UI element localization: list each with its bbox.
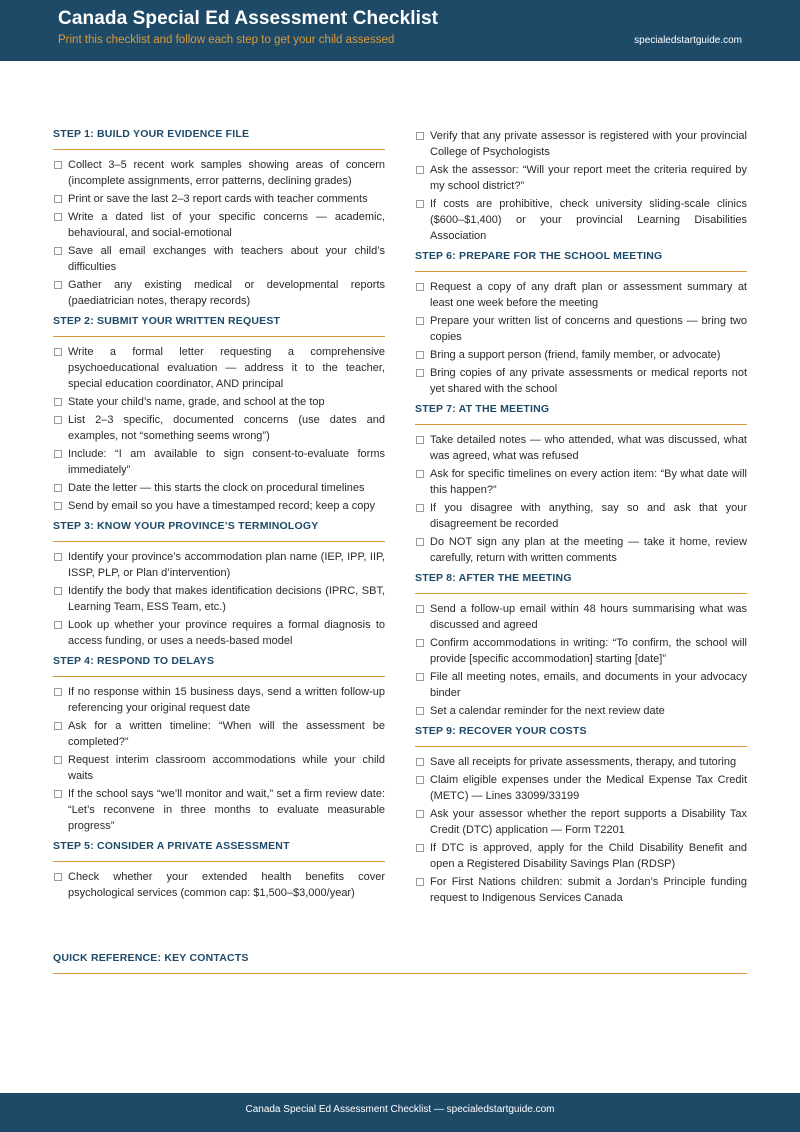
checklist-item: Set a calendar reminder for the next review date [415,703,747,719]
checklist-item: If no response within 15 business days, send a written follow-up referencing your original request date [53,684,385,716]
checklist-item: Ask for a written timeline: “When will the assessment be completed?” [53,718,385,750]
checklist-item: Take detailed notes — who attended, what was discussed, what was agreed, what was refused [415,432,747,464]
step-title: STEP 3: KNOW YOUR PROVINCE’S TERMINOLOGY [53,520,385,542]
checkbox-icon[interactable] [416,436,424,444]
checklist-item: Identify the body that makes identification decisions (IPRC, SBT, Learning Team, ESS Team, etc.) [53,583,385,615]
checkbox-icon[interactable] [416,707,424,715]
checkbox-icon[interactable] [416,283,424,291]
checkbox-icon[interactable] [54,502,62,510]
checkbox-icon[interactable] [416,639,424,647]
checklist-item: Ask your assessor whether the report supports a Disability Tax Credit (DTC) application — Form T2201 [415,806,747,838]
checklist-item: Collect 3–5 recent work samples showing areas of concern (incomplete assignments, error patterns, declining grades) [53,157,385,189]
checkbox-icon[interactable] [416,132,424,140]
step-5 [53,840,385,901]
checklist-item: Include: “I am available to sign consent-to-evaluate forms immediately” [53,446,385,478]
checkbox-icon[interactable] [416,470,424,478]
checkbox-icon[interactable] [416,369,424,377]
step-8 [415,572,747,719]
checkbox-icon[interactable] [416,538,424,546]
checklist-item: Save all receipts for private assessments, therapy, and tutoring [415,754,747,770]
checkbox-icon[interactable] [54,873,62,881]
checklist-item: If costs are prohibitive, check university sliding-scale clinics ($600–$1,400) or your provincial Learning Disabilities Association [415,196,747,244]
step-title: STEP 1: BUILD YOUR EVIDENCE FILE [53,128,385,150]
checklist-item: Bring a support person (friend, family member, or advocate) [415,347,747,363]
checkbox-icon[interactable] [416,200,424,208]
checkbox-icon[interactable] [54,553,62,561]
checkbox-icon[interactable] [54,348,62,356]
checkbox-icon[interactable] [54,416,62,424]
step-title: STEP 9: RECOVER YOUR COSTS [415,725,747,747]
checkbox-icon[interactable] [416,776,424,784]
checklist-item: Request a copy of any draft plan or assessment summary at least one week before the meeting [415,279,747,311]
checklist-item: Claim eligible expenses under the Medical Expense Tax Credit (METC) — Lines 33099/33199 [415,772,747,804]
checkbox-icon[interactable] [416,878,424,886]
checklist-item: Look up whether your province requires a formal diagnosis to access funding, or uses a needs-based model [53,617,385,649]
checklist-item: Ask for specific timelines on every action item: “By what date will this happen?” [415,466,747,498]
checklist-item: Write a formal letter requesting a comprehensive psychoeducational evaluation — address it to the teacher, special education coordinator, AND principal [53,344,385,392]
checkbox-icon[interactable] [54,621,62,629]
checkbox-icon[interactable] [54,756,62,764]
checklist-item: Send a follow-up email within 48 hours summarising what was discussed and agreed [415,601,747,633]
step-title: STEP 2: SUBMIT YOUR WRITTEN REQUEST [53,315,385,337]
page-subtitle: Print this checklist and follow each step to get your child assessed [58,34,395,46]
checklist-item: Check whether your extended health benefits cover psychological services (common cap: $1,500–$3,000/year) [53,869,385,901]
checkbox-icon[interactable] [416,166,424,174]
checkbox-icon[interactable] [416,810,424,818]
checkbox-icon[interactable] [54,281,62,289]
step-2 [53,315,385,514]
step-title: STEP 8: AFTER THE MEETING [415,572,747,594]
checklist-item: Ask the assessor: “Will your report meet the criteria required by my school district?” [415,162,747,194]
checklist-item: For First Nations children: submit a Jordan’s Principle funding request to Indigenous Services Canada [415,874,747,906]
checkbox-icon[interactable] [54,587,62,595]
checklist-item: Print or save the last 2–3 report cards with teacher comments [53,191,385,207]
step-5-continued [415,128,747,244]
checkbox-icon[interactable] [416,758,424,766]
checklist-item: File all meeting notes, emails, and documents in your advocacy binder [415,669,747,701]
step-title: STEP 6: PREPARE FOR THE SCHOOL MEETING [415,250,747,272]
page-header [0,0,800,61]
checkbox-icon[interactable] [54,398,62,406]
step-6 [415,250,747,397]
checklist-item: Save all email exchanges with teachers about your child’s difficulties [53,243,385,275]
checkbox-icon[interactable] [416,317,424,325]
checklist-item: Date the letter — this starts the clock on procedural timelines [53,480,385,496]
quick-reference-title: QUICK REFERENCE: KEY CONTACTS [53,952,747,974]
step-7 [415,403,747,566]
checklist-item: List 2–3 specific, documented concerns (use dates and examples, not “something seems wrong”) [53,412,385,444]
checklist-item: Confirm accommodations in writing: “To confirm, the school will provide [specific accommodation] starting [date]” [415,635,747,667]
checklist-item: Gather any existing medical or developmental reports (paediatrician notes, therapy records) [53,277,385,309]
checkbox-icon[interactable] [54,450,62,458]
site-url: specialedstartguide.com [634,35,742,46]
page-title: Canada Special Ed Assessment Checklist [58,8,439,29]
checklist-item: Write a dated list of your specific concerns — academic, behavioural, and social-emotional [53,209,385,241]
checkbox-icon[interactable] [416,504,424,512]
right-column [415,128,747,912]
checklist-item: Prepare your written list of concerns and questions — bring two copies [415,313,747,345]
checklist-item: If the school says “we’ll monitor and wait,” set a firm review date: “Let’s reconvene in three months to evaluate measurable progress” [53,786,385,834]
step-4 [53,655,385,834]
step-1 [53,128,385,309]
step-title: STEP 5: CONSIDER A PRIVATE ASSESSMENT [53,840,385,862]
checklist-item: Bring copies of any private assessments or medical reports not yet shared with the school [415,365,747,397]
checkbox-icon[interactable] [416,605,424,613]
checklist-item: State your child’s name, grade, and school at the top [53,394,385,410]
step-title: STEP 4: RESPOND TO DELAYS [53,655,385,677]
checklist-item: Request interim classroom accommodations while your child waits [53,752,385,784]
checkbox-icon[interactable] [54,195,62,203]
checkbox-icon[interactable] [54,161,62,169]
checklist-item: Send by email so you have a timestamped record; keep a copy [53,498,385,514]
checkbox-icon[interactable] [54,247,62,255]
checkbox-icon[interactable] [54,484,62,492]
checklist-item: Do NOT sign any plan at the meeting — take it home, review carefully, return with written comments [415,534,747,566]
step-title: STEP 7: AT THE MEETING [415,403,747,425]
checklist-item: If you disagree with anything, say so and ask that your disagreement be recorded [415,500,747,532]
checkbox-icon[interactable] [54,790,62,798]
checkbox-icon[interactable] [416,673,424,681]
page-footer: Canada Special Ed Assessment Checklist — specialedstartguide.com [0,1093,800,1132]
step-3 [53,520,385,649]
checklist-item: If DTC is approved, apply for the Child Disability Benefit and open a Registered Disability Savings Plan (RDSP) [415,840,747,872]
checklist-item: Identify your province’s accommodation plan name (IEP, IPP, IIP, ISSP, PLP, or Plan d’intervention) [53,549,385,581]
step-9 [415,725,747,906]
checkbox-icon[interactable] [416,351,424,359]
left-column [53,128,385,907]
checkbox-icon[interactable] [416,844,424,852]
checkbox-icon[interactable] [54,722,62,730]
checkbox-icon[interactable] [54,688,62,696]
checkbox-icon[interactable] [54,213,62,221]
checklist-item: Verify that any private assessor is registered with your provincial College of Psychologists [415,128,747,160]
